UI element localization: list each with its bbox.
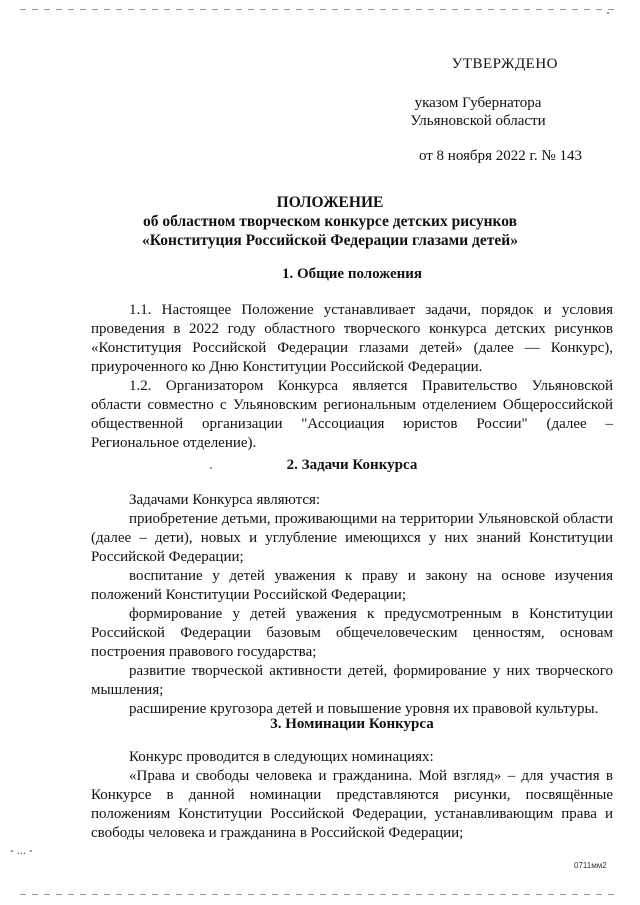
section-heading: 3. Номинации Конкурса [270,716,434,732]
scan-artifact-bottom [20,894,620,895]
paragraph: 1.1. Настоящее Положение устанавливает задачи, порядок и условия проведения в 2022 году областного творческого конкурса детских рисунков «Конституция Российской Федерации глазами детей» (далее — Конкурс), приуроченного ко Дню Конституции Российской Федерации. [91,302,613,375]
section-2-text [91,491,613,719]
scan-dot [607,12,609,14]
approval-date: от 8 ноября 2022 г. № 143 [418,148,582,164]
paragraph: расширение кругозора детей и повышение уровня их правовой культуры. [129,701,599,717]
paragraph: Конкурс проводится в следующих номинациях: [129,749,434,765]
paragraph: Задачами Конкурса являются: [129,492,321,508]
paragraph: 1.2. Организатором Конкурса является Правительство Ульяновской области совместно с Ульяновским региональным отделением Общероссийской общественной организации "Ассоциация юристов России" (далее – Региональное отделение). [91,378,613,451]
document-subtitle-line-2: «Конституция Российской Федерации глазами детей» [142,232,518,249]
document-subtitle-line-1: об областном творческом конкурсе детских рисунков [143,213,517,230]
approval-decree: указом Губернатора Ульяновской области [410,95,546,129]
section-3-text [91,748,613,843]
footer-code: 0711мм2 [574,861,607,870]
section-heading: 1. Общие положения [281,266,423,282]
document-title: ПОЛОЖЕНИЕ [276,194,384,211]
scan-dash-mark: - ... - [10,845,33,857]
paragraph: развитие творческой активности детей, формирование у них творческого мышления; [91,663,613,698]
document-title-block [80,193,580,250]
scan-artifact-top [20,9,620,10]
paragraph: воспитание у детей уважения к праву и закону на основе изучения положений Конституции Российской Федерации; [91,568,613,603]
section-heading: 2. Задачи Конкурса [286,457,418,473]
paragraph: формирование у детей уважения к предусмотренным в Конституции Российской Федерации базовым общечеловеческим ценностям, основам построения правового государства; [91,606,613,660]
section-1-text [91,301,613,453]
approval-title: УТВЕРЖДЕНО [451,56,558,72]
paragraph: приобретение детьми, проживающими на территории Ульяновской области (далее – дети), новых и углубление имеющихся у них знаний Конституции Российской Федерации; [91,511,613,565]
paragraph: «Права и свободы человека и гражданина. Мой взгляд» – для участия в Конкурсе в данной номинации представляются рисунки, посвящённые положениям Конституции Российской Федерации, устанавливающим права и свободы человека и гражданина в Российской Федерации; [91,768,613,841]
